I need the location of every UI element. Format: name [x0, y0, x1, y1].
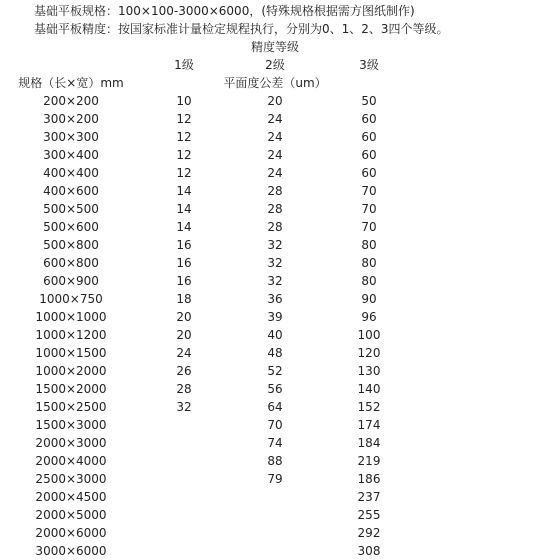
grade2-cell: 28 — [267, 220, 283, 234]
grade3-cell: 140 — [357, 382, 381, 396]
grade1-cell: 12 — [176, 148, 192, 162]
grade3-cell: 90 — [361, 292, 377, 306]
size-cell: 600×900 — [43, 274, 99, 288]
grade2-cell: 24 — [267, 112, 283, 126]
grade2-cell: 64 — [267, 400, 283, 414]
grade3-cell: 80 — [361, 256, 377, 270]
size-cell: 400×400 — [43, 166, 99, 180]
grade3-cell: 60 — [361, 130, 377, 144]
size-cell: 500×500 — [43, 202, 99, 216]
size-cell: 1500×3000 — [35, 418, 107, 432]
size-cell: 1500×2000 — [35, 382, 107, 396]
grade1-cell: 20 — [176, 328, 192, 342]
grade2-cell: 32 — [267, 256, 283, 270]
size-cell: 300×200 — [43, 112, 99, 126]
grade2-cell: 39 — [267, 310, 283, 324]
grade3-cell: 60 — [361, 112, 377, 126]
grade2-cell: 48 — [267, 346, 283, 360]
grade3-cell: 152 — [357, 400, 381, 414]
size-cell: 2000×6000 — [35, 526, 107, 540]
grade2-cell: 52 — [267, 364, 283, 378]
grade1-cell: 32 — [176, 400, 192, 414]
grade3-cell: 255 — [357, 508, 381, 522]
size-cell: 1500×2500 — [35, 400, 107, 414]
grade2-cell: 20 — [267, 94, 283, 108]
size-cell: 1000×750 — [39, 292, 103, 306]
grade3-cell: 219 — [357, 454, 381, 468]
grade1-cell: 14 — [176, 202, 192, 216]
grade2-cell: 79 — [267, 472, 283, 486]
grade3-cell: 80 — [361, 238, 377, 252]
grade2-cell: 28 — [267, 184, 283, 198]
size-cell: 500×600 — [43, 220, 99, 234]
grade1-header: 1级 — [174, 58, 194, 72]
size-cell: 2000×5000 — [35, 508, 107, 522]
grade1-cell: 12 — [176, 130, 192, 144]
grade3-cell: 96 — [361, 310, 377, 324]
grade3-cell: 70 — [361, 202, 377, 216]
grade3-cell: 184 — [357, 436, 381, 450]
size-cell: 400×600 — [43, 184, 99, 198]
size-cell: 2000×3000 — [35, 436, 107, 450]
grade3-cell: 237 — [357, 490, 381, 504]
size-cell: 600×800 — [43, 256, 99, 270]
size-cell: 200×200 — [43, 94, 99, 108]
size-cell: 2000×4000 — [35, 454, 107, 468]
grade2-cell: 28 — [267, 202, 283, 216]
grade1-cell: 28 — [176, 382, 192, 396]
size-cell: 300×400 — [43, 148, 99, 162]
grade2-header: 2级 — [265, 58, 285, 72]
grade2-cell: 32 — [267, 238, 283, 252]
grade3-cell: 60 — [361, 166, 377, 180]
grade2-cell: 24 — [267, 148, 283, 162]
grade1-cell: 16 — [176, 238, 192, 252]
grade2-cell: 70 — [267, 418, 283, 432]
spec-description: 基础平板规格：100×100-3000×6000，(特殊规格根据需方图纸制作) — [34, 4, 415, 18]
grade1-cell: 14 — [176, 220, 192, 234]
grade3-cell: 60 — [361, 148, 377, 162]
grade-group-header: 精度等级 — [250, 40, 300, 54]
grade3-cell: 100 — [357, 328, 381, 342]
grade1-cell: 14 — [176, 184, 192, 198]
grade2-cell: 88 — [267, 454, 283, 468]
tolerance-header: 平面度公差（um） — [223, 76, 327, 90]
grade3-cell: 292 — [357, 526, 381, 540]
size-cell: 500×800 — [43, 238, 99, 252]
grade1-cell: 26 — [176, 364, 192, 378]
grade1-cell: 12 — [176, 166, 192, 180]
size-cell: 2000×4500 — [35, 490, 107, 504]
grade3-cell: 174 — [357, 418, 381, 432]
grade2-cell: 24 — [267, 166, 283, 180]
grade3-header: 3级 — [359, 58, 379, 72]
grade2-cell: 40 — [267, 328, 283, 342]
spec-column-header: 规格（长×宽）mm — [18, 76, 124, 90]
grade2-cell: 36 — [267, 292, 283, 306]
grade1-cell: 20 — [176, 310, 192, 324]
grade3-cell: 130 — [357, 364, 381, 378]
grade1-cell: 12 — [176, 112, 192, 126]
size-cell: 1000×1200 — [35, 328, 107, 342]
size-cell: 3000×6000 — [35, 544, 107, 558]
grade3-cell: 70 — [361, 184, 377, 198]
grade2-cell: 32 — [267, 274, 283, 288]
grade1-cell: 16 — [176, 274, 192, 288]
grade1-cell: 16 — [176, 256, 192, 270]
grade2-cell: 56 — [267, 382, 283, 396]
grade3-cell: 50 — [361, 94, 377, 108]
size-cell: 2500×3000 — [35, 472, 107, 486]
grade2-cell: 24 — [267, 130, 283, 144]
size-cell: 300×300 — [43, 130, 99, 144]
size-cell: 1000×2000 — [35, 364, 107, 378]
grade1-cell: 24 — [176, 346, 192, 360]
grade2-cell: 74 — [267, 436, 283, 450]
grade1-cell: 10 — [176, 94, 192, 108]
grade3-cell: 186 — [357, 472, 381, 486]
grade3-cell: 120 — [357, 346, 381, 360]
size-cell: 1000×1000 — [35, 310, 107, 324]
precision-description: 基础平板精度：按国家标准计量检定规程执行，分别为0、1、2、3四个等级。 — [34, 22, 449, 36]
grade3-cell: 308 — [357, 544, 381, 558]
grade3-cell: 70 — [361, 220, 377, 234]
size-cell: 1000×1500 — [35, 346, 107, 360]
grade1-cell: 18 — [176, 292, 192, 306]
grade3-cell: 80 — [361, 274, 377, 288]
